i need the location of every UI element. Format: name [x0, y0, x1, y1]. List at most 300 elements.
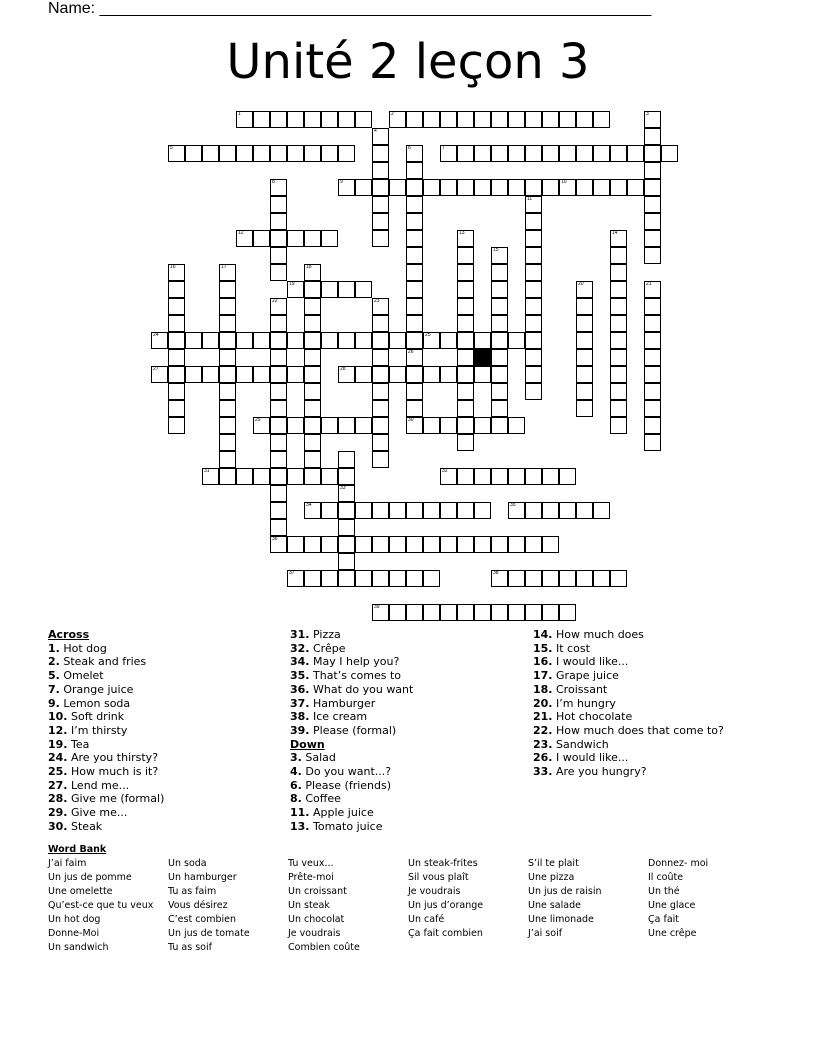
grid-cell[interactable] [372, 145, 389, 162]
grid-cell[interactable] [321, 281, 338, 298]
grid-cell[interactable] [457, 536, 474, 553]
grid-cell[interactable] [525, 502, 542, 519]
grid-cell[interactable] [321, 570, 338, 587]
grid-cell[interactable] [491, 400, 508, 417]
grid-cell[interactable] [440, 179, 457, 196]
grid-cell[interactable] [644, 162, 661, 179]
grid-cell[interactable] [457, 111, 474, 128]
grid-cell[interactable] [542, 468, 559, 485]
grid-cell[interactable] [270, 451, 287, 468]
grid-cell[interactable] [168, 281, 185, 298]
grid-cell[interactable] [576, 298, 593, 315]
grid-cell[interactable] [168, 298, 185, 315]
grid-cell[interactable] [338, 570, 355, 587]
grid-cell[interactable] [508, 417, 525, 434]
grid-cell[interactable] [287, 366, 304, 383]
grid-cell[interactable] [559, 570, 576, 587]
grid-cell[interactable] [270, 519, 287, 536]
grid-cell[interactable] [406, 196, 423, 213]
grid-cell[interactable] [338, 451, 355, 468]
grid-cell[interactable] [491, 349, 508, 366]
grid-cell[interactable] [457, 383, 474, 400]
grid-cell[interactable] [389, 570, 406, 587]
grid-cell[interactable] [593, 570, 610, 587]
grid-cell[interactable] [236, 145, 253, 162]
grid-cell[interactable] [440, 332, 457, 349]
grid-cell[interactable] [610, 349, 627, 366]
grid-cell[interactable] [321, 332, 338, 349]
grid-cell[interactable] [270, 213, 287, 230]
grid-cell[interactable] [270, 434, 287, 451]
grid-cell[interactable] [304, 383, 321, 400]
grid-cell[interactable] [406, 264, 423, 281]
grid-cell[interactable] [202, 332, 219, 349]
grid-cell[interactable] [644, 128, 661, 145]
grid-cell[interactable] [491, 468, 508, 485]
grid-cell[interactable] [491, 111, 508, 128]
grid-cell[interactable] [440, 604, 457, 621]
grid-cell[interactable] [287, 468, 304, 485]
grid-cell[interactable] [406, 383, 423, 400]
grid-cell[interactable] [219, 383, 236, 400]
grid-cell[interactable] [576, 315, 593, 332]
grid-cell[interactable] [474, 111, 491, 128]
grid-cell[interactable] [525, 349, 542, 366]
grid-cell[interactable] [491, 332, 508, 349]
grid-cell[interactable] [474, 417, 491, 434]
grid-cell[interactable] [423, 366, 440, 383]
grid-cell[interactable] [508, 111, 525, 128]
grid-cell[interactable] [457, 604, 474, 621]
grid-cell[interactable] [644, 315, 661, 332]
grid-cell[interactable] [338, 502, 355, 519]
grid-cell[interactable] [406, 230, 423, 247]
grid-cell[interactable] [253, 468, 270, 485]
grid-cell[interactable] [270, 349, 287, 366]
grid-cell[interactable] [457, 179, 474, 196]
grid-cell[interactable] [304, 366, 321, 383]
grid-cell[interactable] [491, 417, 508, 434]
grid-cell[interactable] [576, 502, 593, 519]
grid-cell[interactable] [321, 468, 338, 485]
grid-cell[interactable] [525, 366, 542, 383]
grid-cell[interactable] [525, 247, 542, 264]
grid-cell[interactable] [644, 145, 661, 162]
grid-cell[interactable] [610, 332, 627, 349]
grid-cell[interactable] [644, 298, 661, 315]
grid-cell[interactable] [525, 145, 542, 162]
grid-cell[interactable] [406, 502, 423, 519]
grid-cell[interactable] [542, 111, 559, 128]
grid-cell[interactable] [372, 383, 389, 400]
grid-cell[interactable] [440, 502, 457, 519]
grid-cell[interactable] [576, 145, 593, 162]
grid-cell[interactable] [406, 315, 423, 332]
grid-cell[interactable] [423, 570, 440, 587]
grid-cell[interactable] [457, 349, 474, 366]
grid-cell[interactable] [457, 434, 474, 451]
grid-cell[interactable] [321, 145, 338, 162]
grid-cell[interactable] [627, 179, 644, 196]
grid-cell[interactable] [644, 332, 661, 349]
grid-cell[interactable] [610, 383, 627, 400]
grid-cell[interactable] [304, 332, 321, 349]
grid-cell[interactable] [491, 366, 508, 383]
grid-cell[interactable] [610, 179, 627, 196]
grid-cell[interactable] [304, 451, 321, 468]
grid-cell[interactable] [253, 332, 270, 349]
grid-cell[interactable] [610, 247, 627, 264]
grid-cell[interactable] [423, 502, 440, 519]
grid-cell[interactable] [389, 604, 406, 621]
grid-cell[interactable] [338, 417, 355, 434]
grid-cell[interactable] [491, 179, 508, 196]
grid-cell[interactable] [372, 162, 389, 179]
grid-cell[interactable] [253, 145, 270, 162]
grid-cell[interactable] [457, 315, 474, 332]
grid-cell[interactable] [491, 145, 508, 162]
grid-cell[interactable] [610, 281, 627, 298]
grid-cell[interactable] [219, 349, 236, 366]
grid-cell[interactable] [644, 213, 661, 230]
grid-cell[interactable] [338, 468, 355, 485]
grid-cell[interactable] [474, 604, 491, 621]
grid-cell[interactable] [355, 502, 372, 519]
grid-cell[interactable] [236, 332, 253, 349]
grid-cell[interactable] [474, 179, 491, 196]
grid-cell[interactable] [270, 145, 287, 162]
grid-cell[interactable] [525, 536, 542, 553]
grid-cell[interactable] [270, 485, 287, 502]
grid-cell[interactable] [440, 417, 457, 434]
grid-cell[interactable] [542, 179, 559, 196]
grid-cell[interactable] [457, 366, 474, 383]
grid-cell[interactable] [576, 383, 593, 400]
grid-cell[interactable] [576, 366, 593, 383]
grid-cell[interactable] [508, 536, 525, 553]
grid-cell[interactable] [287, 145, 304, 162]
grid-cell[interactable] [355, 332, 372, 349]
grid-cell[interactable] [372, 434, 389, 451]
grid-cell[interactable] [338, 332, 355, 349]
grid-cell[interactable] [372, 179, 389, 196]
grid-cell[interactable] [287, 111, 304, 128]
grid-cell[interactable] [474, 332, 491, 349]
grid-cell[interactable] [525, 281, 542, 298]
grid-cell[interactable] [253, 366, 270, 383]
grid-cell[interactable] [661, 145, 678, 162]
grid-cell[interactable] [525, 383, 542, 400]
grid-cell[interactable] [355, 536, 372, 553]
grid-cell[interactable] [372, 451, 389, 468]
grid-cell[interactable] [304, 111, 321, 128]
grid-cell[interactable] [321, 230, 338, 247]
grid-cell[interactable] [542, 570, 559, 587]
grid-cell[interactable] [525, 213, 542, 230]
grid-cell[interactable] [525, 315, 542, 332]
grid-cell[interactable] [491, 315, 508, 332]
grid-cell[interactable] [491, 604, 508, 621]
grid-cell[interactable] [219, 417, 236, 434]
grid-cell[interactable] [372, 366, 389, 383]
grid-cell[interactable] [457, 145, 474, 162]
grid-cell[interactable] [219, 400, 236, 417]
grid-cell[interactable] [338, 111, 355, 128]
grid-cell[interactable] [474, 536, 491, 553]
grid-cell[interactable] [508, 145, 525, 162]
grid-cell[interactable] [304, 145, 321, 162]
grid-cell[interactable] [474, 468, 491, 485]
grid-cell[interactable] [287, 536, 304, 553]
grid-cell[interactable] [508, 332, 525, 349]
grid-cell[interactable] [406, 332, 423, 349]
grid-cell[interactable] [372, 230, 389, 247]
grid-cell[interactable] [406, 162, 423, 179]
grid-cell[interactable] [321, 111, 338, 128]
grid-cell[interactable] [525, 230, 542, 247]
grid-cell[interactable] [219, 315, 236, 332]
grid-cell[interactable] [253, 230, 270, 247]
grid-cell[interactable] [423, 536, 440, 553]
grid-cell[interactable] [542, 502, 559, 519]
grid-cell[interactable] [338, 553, 355, 570]
grid-cell[interactable] [508, 570, 525, 587]
grid-cell[interactable] [270, 366, 287, 383]
grid-cell[interactable] [270, 417, 287, 434]
grid-cell[interactable] [372, 349, 389, 366]
grid-cell[interactable] [406, 298, 423, 315]
grid-cell[interactable] [304, 400, 321, 417]
grid-cell[interactable] [270, 230, 287, 247]
grid-cell[interactable] [406, 604, 423, 621]
grid-cell[interactable] [304, 417, 321, 434]
grid-cell[interactable] [610, 264, 627, 281]
grid-cell[interactable] [287, 332, 304, 349]
grid-cell[interactable] [491, 536, 508, 553]
grid-cell[interactable] [474, 145, 491, 162]
grid-cell[interactable] [610, 145, 627, 162]
grid-cell[interactable] [406, 111, 423, 128]
grid-cell[interactable] [304, 298, 321, 315]
grid-cell[interactable] [304, 315, 321, 332]
grid-cell[interactable] [168, 332, 185, 349]
grid-cell[interactable] [287, 230, 304, 247]
grid-cell[interactable] [372, 332, 389, 349]
grid-cell[interactable] [457, 298, 474, 315]
grid-cell[interactable] [219, 281, 236, 298]
grid-cell[interactable] [593, 145, 610, 162]
grid-cell[interactable] [610, 366, 627, 383]
grid-cell[interactable] [457, 264, 474, 281]
grid-cell[interactable] [389, 366, 406, 383]
grid-cell[interactable] [406, 281, 423, 298]
grid-cell[interactable] [525, 298, 542, 315]
grid-cell[interactable] [576, 570, 593, 587]
grid-cell[interactable] [304, 230, 321, 247]
grid-cell[interactable] [423, 604, 440, 621]
grid-cell[interactable] [610, 400, 627, 417]
grid-cell[interactable] [304, 281, 321, 298]
grid-cell[interactable] [559, 604, 576, 621]
grid-cell[interactable] [525, 264, 542, 281]
grid-cell[interactable] [508, 468, 525, 485]
grid-cell[interactable] [474, 366, 491, 383]
grid-cell[interactable] [270, 332, 287, 349]
grid-cell[interactable] [525, 111, 542, 128]
grid-cell[interactable] [219, 145, 236, 162]
grid-cell[interactable] [627, 145, 644, 162]
grid-cell[interactable] [610, 570, 627, 587]
grid-cell[interactable] [593, 502, 610, 519]
grid-cell[interactable] [389, 536, 406, 553]
grid-cell[interactable] [372, 502, 389, 519]
grid-cell[interactable] [338, 281, 355, 298]
grid-cell[interactable] [406, 536, 423, 553]
grid-cell[interactable] [491, 264, 508, 281]
grid-cell[interactable] [440, 111, 457, 128]
grid-cell[interactable] [644, 400, 661, 417]
grid-cell[interactable] [219, 434, 236, 451]
grid-cell[interactable] [423, 417, 440, 434]
grid-cell[interactable] [542, 145, 559, 162]
grid-cell[interactable] [338, 536, 355, 553]
grid-cell[interactable] [644, 349, 661, 366]
grid-cell[interactable] [406, 400, 423, 417]
grid-cell[interactable] [270, 468, 287, 485]
grid-cell[interactable] [372, 196, 389, 213]
grid-cell[interactable] [440, 366, 457, 383]
grid-cell[interactable] [168, 417, 185, 434]
grid-cell[interactable] [644, 196, 661, 213]
grid-cell[interactable] [389, 332, 406, 349]
grid-cell[interactable] [372, 570, 389, 587]
grid-cell[interactable] [338, 145, 355, 162]
grid-cell[interactable] [593, 111, 610, 128]
grid-cell[interactable] [338, 519, 355, 536]
grid-cell[interactable] [457, 400, 474, 417]
grid-cell[interactable] [270, 315, 287, 332]
grid-cell[interactable] [219, 298, 236, 315]
grid-cell[interactable] [576, 179, 593, 196]
grid-cell[interactable] [270, 247, 287, 264]
grid-cell[interactable] [389, 502, 406, 519]
grid-cell[interactable] [559, 145, 576, 162]
grid-cell[interactable] [270, 502, 287, 519]
grid-cell[interactable] [644, 434, 661, 451]
grid-cell[interactable] [457, 281, 474, 298]
grid-cell[interactable] [355, 570, 372, 587]
grid-cell[interactable] [457, 468, 474, 485]
grid-cell[interactable] [304, 536, 321, 553]
grid-cell[interactable] [525, 468, 542, 485]
grid-cell[interactable] [576, 400, 593, 417]
grid-cell[interactable] [219, 468, 236, 485]
grid-cell[interactable] [610, 298, 627, 315]
grid-cell[interactable] [321, 502, 338, 519]
grid-cell[interactable] [304, 349, 321, 366]
grid-cell[interactable] [406, 366, 423, 383]
grid-cell[interactable] [185, 332, 202, 349]
grid-cell[interactable] [168, 400, 185, 417]
grid-cell[interactable] [185, 145, 202, 162]
grid-cell[interactable] [610, 315, 627, 332]
grid-cell[interactable] [559, 468, 576, 485]
grid-cell[interactable] [644, 230, 661, 247]
grid-cell[interactable] [372, 213, 389, 230]
grid-cell[interactable] [355, 281, 372, 298]
grid-cell[interactable] [508, 604, 525, 621]
grid-cell[interactable] [423, 111, 440, 128]
grid-cell[interactable] [236, 366, 253, 383]
grid-cell[interactable] [321, 417, 338, 434]
grid-cell[interactable] [168, 366, 185, 383]
grid-cell[interactable] [423, 179, 440, 196]
grid-cell[interactable] [304, 570, 321, 587]
grid-cell[interactable] [525, 332, 542, 349]
grid-cell[interactable] [270, 400, 287, 417]
grid-cell[interactable] [253, 111, 270, 128]
grid-cell[interactable] [270, 383, 287, 400]
grid-cell[interactable] [457, 332, 474, 349]
grid-cell[interactable] [270, 196, 287, 213]
grid-cell[interactable] [236, 468, 253, 485]
grid-cell[interactable] [406, 570, 423, 587]
grid-cell[interactable] [372, 315, 389, 332]
grid-cell[interactable] [355, 179, 372, 196]
grid-cell[interactable] [644, 417, 661, 434]
grid-cell[interactable] [576, 332, 593, 349]
grid-cell[interactable] [491, 298, 508, 315]
grid-cell[interactable] [372, 400, 389, 417]
grid-cell[interactable] [406, 213, 423, 230]
grid-cell[interactable] [440, 536, 457, 553]
grid-cell[interactable] [559, 502, 576, 519]
grid-cell[interactable] [576, 111, 593, 128]
grid-cell[interactable] [219, 451, 236, 468]
grid-cell[interactable] [525, 179, 542, 196]
grid-cell[interactable] [355, 417, 372, 434]
grid-cell[interactable] [644, 179, 661, 196]
grid-cell[interactable] [457, 417, 474, 434]
grid-cell[interactable] [372, 536, 389, 553]
grid-cell[interactable] [270, 111, 287, 128]
grid-cell[interactable] [321, 536, 338, 553]
grid-cell[interactable] [168, 349, 185, 366]
grid-cell[interactable] [355, 366, 372, 383]
grid-cell[interactable] [491, 281, 508, 298]
grid-cell[interactable] [406, 247, 423, 264]
grid-cell[interactable] [457, 247, 474, 264]
grid-cell[interactable] [474, 502, 491, 519]
grid-cell[interactable] [525, 604, 542, 621]
grid-cell[interactable] [491, 383, 508, 400]
grid-cell[interactable] [202, 145, 219, 162]
grid-cell[interactable] [508, 179, 525, 196]
grid-cell[interactable] [304, 434, 321, 451]
grid-cell[interactable] [304, 468, 321, 485]
grid-cell[interactable] [372, 417, 389, 434]
grid-cell[interactable] [644, 383, 661, 400]
grid-cell[interactable] [185, 366, 202, 383]
grid-cell[interactable] [287, 417, 304, 434]
grid-cell[interactable] [559, 111, 576, 128]
grid-cell[interactable] [576, 349, 593, 366]
grid-cell[interactable] [542, 536, 559, 553]
grid-cell[interactable] [168, 383, 185, 400]
grid-cell[interactable] [542, 604, 559, 621]
grid-cell[interactable] [355, 111, 372, 128]
grid-cell[interactable] [457, 502, 474, 519]
